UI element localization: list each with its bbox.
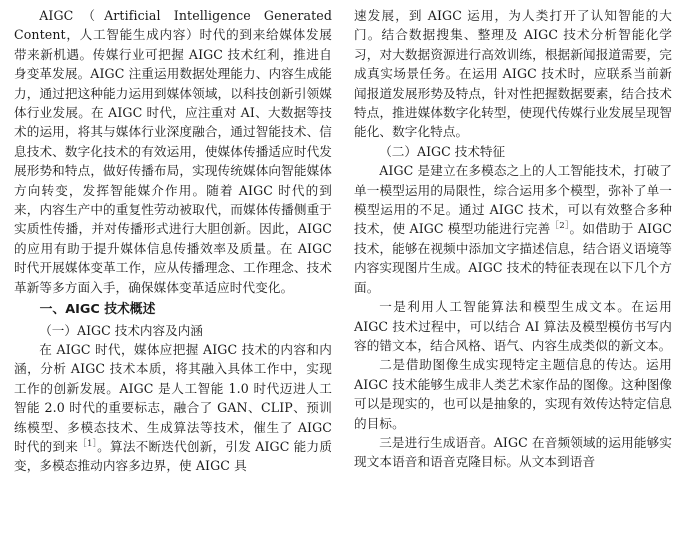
subsection-heading-1-2: （二）AIGC 技术特征 bbox=[379, 143, 506, 159]
paragraph-feature-three: 三是进行生成语音。AIGC 在音频领域的运用能够实现文本语音和语音克隆目标。从文本到语音 bbox=[354, 434, 672, 470]
paragraph-continuation: 速发展，到 AIGC 运用，为人类打开了认知智能的大门。结合数据搜集、整理及 AIGC 技术分析智能化学习，对大数据资源进行高效训练，根据新闻报道需要，完成真实场景任务。在运用 AIGC 技术时，应联系当前新闻报道发展形势及特点，针对性把握数据要素，结合技术特点，推进媒体数字化转型，使现代传媒行业发展呈现智能化、数字化特点。 bbox=[354, 8, 672, 140]
paragraph-aigc-features bbox=[354, 161, 672, 297]
paragraph-feature-one: 一是利用人工智能算法和模型生成文本。在运用 AIGC 技术过程中，可以结合 AI 算法及模型模仿书写内容的错文本，结合风格、语气、内容生成类似的新文本。 bbox=[354, 299, 672, 353]
paragraph-text-main: AIGC 是建立在多模态之上的人工智能技术，打破了单一模型运用的局限性，综合运用多个模型，弥补了单一模型运用的不足。通过 AIGC 技术，可以有效整合多种技术，使 AIGC 模型功能进行完善 bbox=[354, 163, 672, 237]
footnote-marker-1: ［1］ bbox=[78, 438, 98, 449]
section-heading-1: 一、AIGC 技术概述 bbox=[39, 302, 156, 318]
left-column bbox=[14, 6, 332, 548]
paragraph-text-tail: 。如借助于 AIGC 技术，能够在视频中添加文字描述信息，结合语义语境等内容实现图片生成。AIGC 技术的特征表现在以下几个方面。 bbox=[354, 221, 673, 295]
subsection-heading-1-1: （一）AIGC 技术内容及内涵 bbox=[39, 322, 203, 338]
right-column bbox=[354, 6, 672, 548]
paragraph-intro: AIGC（Artificial Intelligence Generated Content，人工智能生成内容）时代的到来给媒体发展带来新机遇。传媒行业可把握 AIGC 技术红利，推进自身变革发展。AIGC 注重运用数据处理能力、内容生成能力，通过把这种能力运用到媒体领域，以科技创新引领媒体行业发展。在 AIGC 时代，应注重对 AI、大数据等技术的运用，将其与媒体行业深度融合，通过智能技术、信息技术、数字化技术的有效运用，使媒体传播适应时代发展形势和特点，做好传播布局，实现传统媒体向智能媒体方向转变，发挥智能媒介作用。随着 AIGC 时代的到来，内容生产中的重复性劳动被取代，而媒体传播侧重于实质性传播，并对传播形式进行大胆创新。因此，AIGC 的应用有助于提升媒体信息传播效率及质量。在 AIGC 时代开展媒体变革工作，应从传播理念、工作理念、技术革新等多方面入手，确保媒体变革适应时代变化。 bbox=[14, 8, 332, 295]
footnote-marker-2: ［2］ bbox=[550, 221, 570, 232]
paragraph-text-main: 在 AIGC 时代，媒体应把握 AIGC 技术的内容和内涵，分析 AIGC 技术本质，将其融入具体工作中，实现工作的创新发展。AIGC 是人工智能 1.0 时代迈进人工智能 2.0 时代的重要标志，融合了 GAN、CLIP、预训练模型、多模态技术、生成算法等技术，催生了 AIGC 时代的到来 bbox=[14, 341, 332, 454]
paragraph-aigc-content bbox=[14, 340, 332, 476]
paragraph-feature-two: 二是借助图像生成实现特定主题信息的传达。运用 AIGC 技术能够生成非人类艺术家作品的图像。这种图像可以是现实的，也可以是抽象的，实现有效传达特定信息的目标。 bbox=[354, 357, 672, 431]
paragraph-text-tail: 。算法不断迭代创新，引发 AIGC 能力质变，多模态推动内容多边界，使 AIGC 具 bbox=[14, 438, 333, 474]
